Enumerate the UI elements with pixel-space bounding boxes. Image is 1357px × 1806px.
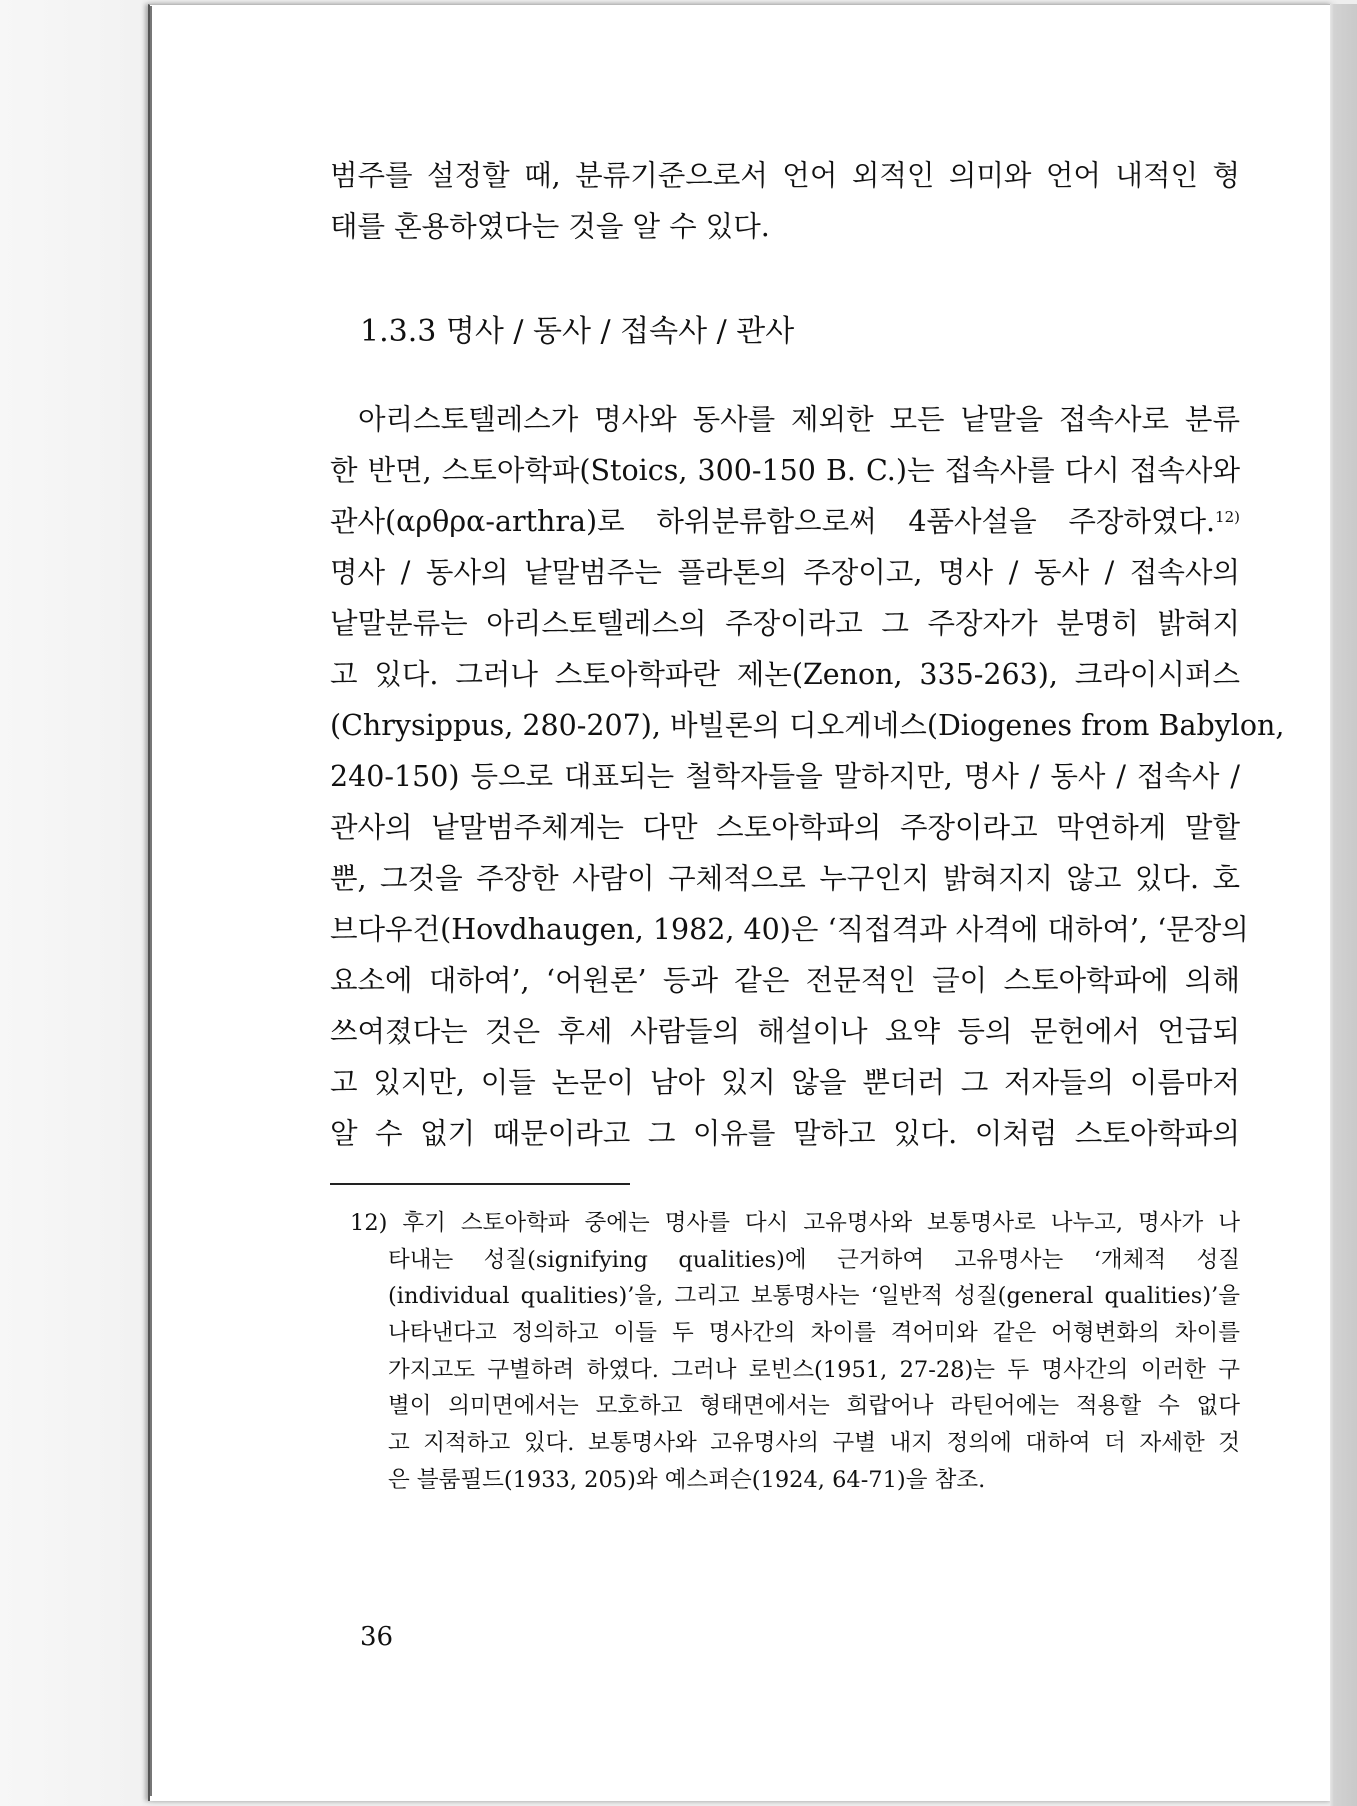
- footnote: [330, 1205, 1240, 1499]
- footnote-line: 12) 후기 스토아학파 중에는 명사를 다시 고유명사와 보통명사로 나누고, 명사가 나: [350, 1210, 1240, 1236]
- body-line: 240-150) 등으로 대표되는 철학자들을 말하지만, 명사 / 동사 / 접속사 /: [330, 760, 1240, 793]
- body-line: 요소에 대하여’, ‘어원론’ 등과 같은 전문적인 글이 스토아학파에 의해: [330, 964, 1240, 997]
- body-line: 뿐, 그것을 주장한 사람이 구체적으로 누구인지 밝혀지지 않고 있다. 호: [330, 862, 1240, 895]
- body-line: 브다우건(Hovdhaugen, 1982, 40)은 ‘직접격과 사격에 대하여’, ‘문장의: [330, 913, 1249, 946]
- intro-paragraph: [330, 150, 1240, 252]
- body-line: 관사(αρθρα-arthra)로 하위분류함으로써 4품사설을 주장하였다.$^{12)}$: [330, 505, 1240, 538]
- body-line: 관사의 낱말범주체계는 다만 스토아학파의 주장이라고 막연하게 말할: [330, 811, 1240, 844]
- body-line: 명사 / 동사의 낱말범주는 플라톤의 주장이고, 명사 / 동사 / 접속사의: [330, 556, 1240, 589]
- body-line: 낱말분류는 아리스토텔레스의 주장이라고 그 주장자가 분명히 밝혀지: [330, 607, 1240, 640]
- intro-line: 범주를 설정할 때, 분류기준으로서 언어 외적인 의미와 언어 내적인 형: [330, 159, 1240, 192]
- page-number: 36: [360, 1622, 394, 1652]
- body-line: 한 반면, 스토아학파(Stoics, 300-150 B. C.)는 접속사를 다시 접속사와: [330, 454, 1240, 487]
- footnote-reference[interactable]: 12): [1215, 508, 1240, 526]
- body-paragraph: [330, 394, 1285, 1159]
- body-line: 고 있다. 그러나 스토아학파란 제논(Zenon, 335-263), 크라이시퍼스: [330, 658, 1240, 691]
- intro-line: 태를 혼용하였다는 것을 알 수 있다.: [330, 210, 770, 243]
- section-heading: 1.3.3 명사 / 동사 / 접속사 / 관사: [360, 314, 795, 349]
- footnote-line: 고 지적하고 있다. 보통명사와 고유명사의 구별 내지 정의에 대하여 더 자세한 것: [388, 1430, 1240, 1457]
- footnote-line: 은 블룸필드(1933, 205)와 예스퍼슨(1924, 64-71)을 참조.: [388, 1466, 986, 1493]
- body-line: 아리스토텔레스가 명사와 동사를 제외한 모든 낱말을 접속사로 분류: [358, 403, 1240, 436]
- page-content: [330, 150, 1285, 1499]
- body-line: 고 있지만, 이들 논문이 남아 있지 않을 뿐더러 그 저자들의 이름마저: [330, 1066, 1240, 1099]
- page-spine-edge: [150, 6, 152, 1796]
- body-line: (Chrysippus, 280-207), 바빌론의 디오게네스(Diogenes from Babylon,: [330, 709, 1285, 742]
- footnote-line: 가지고도 구별하려 하였다. 그러나 로빈스(1951, 27-28)는 두 명사간의 이러한 구: [388, 1356, 1240, 1383]
- footnote-line: (individual qualities)’을, 그리고 보통명사는 ‘일반적 성질(general qualities)’을: [388, 1283, 1240, 1310]
- body-line: 알 수 없기 때문이라고 그 이유를 말하고 있다. 이처럼 스토아학파의: [330, 1117, 1240, 1150]
- footnote-line: 나타낸다고 정의하고 이들 두 명사간의 차이를 격어미와 같은 어형변화의 차이를: [388, 1320, 1240, 1347]
- footnote-line: 별이 의미면에서는 모호하고 형태면에서는 희랍어나 라틴어에는 적용할 수 없다: [388, 1393, 1240, 1420]
- footnote-line: 타내는 성질(signifying qualities)에 근거하여 고유명사는 ‘개체적 성질: [388, 1246, 1240, 1273]
- page-right-edge: [1330, 4, 1357, 1806]
- body-line: 쓰여졌다는 것은 후세 사람들의 해설이나 요약 등의 문헌에서 언급되: [330, 1015, 1240, 1048]
- footnote-divider: [330, 1183, 630, 1185]
